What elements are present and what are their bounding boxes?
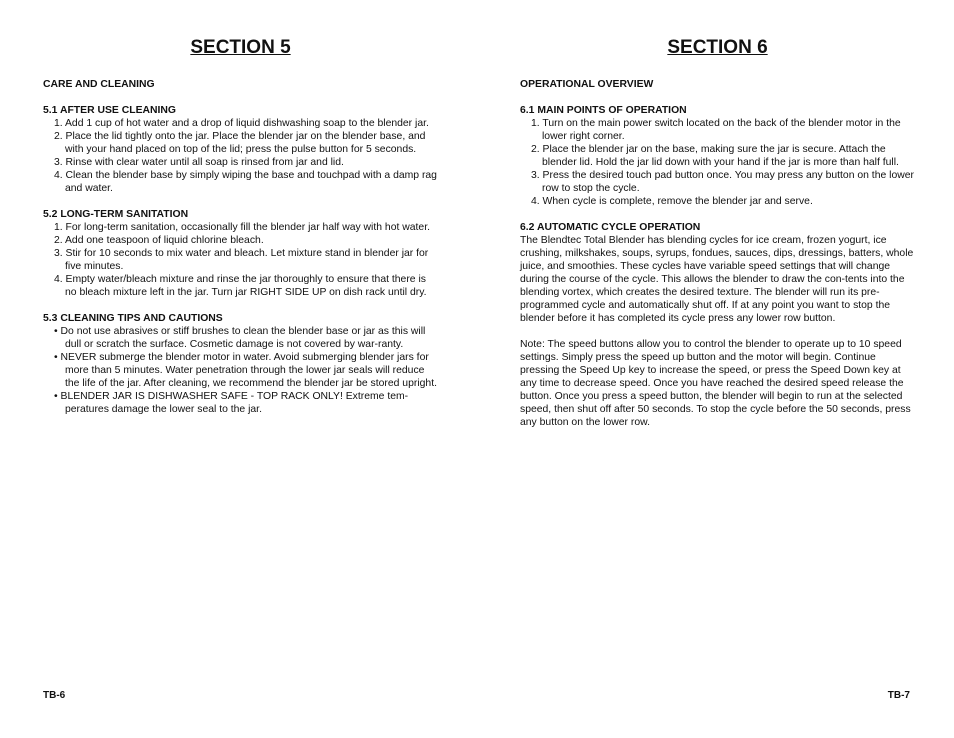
list-item: 4. Empty water/bleach mixture and rinse the jar thoroughly to ensure that there is no bleach mixture left in the jar. Turn jar RIGHT SIDE UP on dish rack until dry.	[54, 274, 427, 298]
list-item: • Do not use abrasives or stiff brushes to clean the blender base or jar as this will dull or scratch the surface. Cosmetic damage is not covered by war-ranty.	[54, 326, 426, 350]
operational-overview-heading: OPERATIONAL OVERVIEW	[520, 79, 654, 90]
page-number-left: TB-6	[43, 690, 66, 701]
list-item: 4. When cycle is complete, remove the blender jar and serve.	[531, 196, 813, 207]
list-item: 4. Clean the blender base by simply wiping the base and touchpad with a damp rag and water.	[54, 170, 437, 194]
long-term-sanitation-heading: 5.2 LONG-TERM SANITATION	[43, 209, 189, 220]
list-item: 2. Add one teaspoon of liquid chlorine bleach.	[54, 235, 264, 246]
after-use-cleaning-heading: 5.1 AFTER USE CLEANING	[43, 105, 176, 116]
list-item: 3. Press the desired touch pad button once. You may press any button on the lower row to stop the cycle.	[531, 170, 914, 194]
list-item: 1. For long-term sanitation, occasionally fill the blender jar half way with hot water.	[54, 222, 430, 233]
list-item: 3. Stir for 10 seconds to mix water and bleach. Let mixture stand in blender jar for five minutes.	[54, 248, 429, 272]
list-item: 2. Place the lid tightly onto the jar. Place the blender jar on the blender base, and with your hand placed on top of the lid; press the pulse button for 5 seconds.	[54, 131, 426, 155]
section-5-title: SECTION 5	[190, 37, 291, 58]
care-and-cleaning-heading: CARE AND CLEANING	[43, 79, 155, 90]
speed-note-paragraph: Note: The speed buttons allow you to control the blender to operate up to 10 speed settings. Simply press the speed up button and the motor will begin. Continue pressing the Speed Up key to increase the speed, or press the Speed Down key at any time to decrease speed. Once you have reached the desired speed release the button. Once you press a speed button, the blender will begin to run at the selected speed, then shut off after 50 seconds. To stop the cycle before the 50 seconds, press any button on the lower row.	[520, 339, 911, 428]
automatic-cycle-paragraph: The Blendtec Total Blender has blending cycles for ice cream, frozen yogurt, ice crushing, milkshakes, soups, syrups, fondues, sauces, dips, dressings, batters, whole juice, and smoothies. These cycles have variable speed settings that will change during the course of the cycle. This allows the blender to draw the con-tents into the blending vortex, which creates the desired texture. The blender will run its pre-programmed cycle and automatically shut off. If at any point you want to stop the blender before it has completed its cycle press any lower row button.	[520, 235, 914, 324]
list-item: 2. Place the blender jar on the base, making sure the jar is secure. Attach the blender lid. Hold the jar lid down with your hand if the jar is more than half full.	[531, 144, 899, 168]
main-points-heading: 6.1 MAIN POINTS OF OPERATION	[520, 105, 687, 116]
right-page	[520, 36, 915, 429]
cleaning-tips-heading: 5.3 CLEANING TIPS AND CAUTIONS	[43, 313, 223, 324]
list-item: 1. Turn on the main power switch located on the back of the blender motor in the lower right corner.	[531, 118, 901, 142]
list-item: 1. Add 1 cup of hot water and a drop of liquid dishwashing soap to the blender jar.	[54, 118, 429, 129]
left-page	[43, 36, 438, 416]
automatic-cycle-heading: 6.2 AUTOMATIC CYCLE OPERATION	[520, 222, 701, 233]
list-item: • BLENDER JAR IS DISHWASHER SAFE - TOP RACK ONLY! Extreme tem-peratures damage the lower seal to the jar.	[54, 391, 409, 415]
list-item: • NEVER submerge the blender motor in water. Avoid submerging blender jars for more than 5 minutes. Water penetration through the lower jar seals will reduce the life of the jar. After cleaning, we recommend the blender jar be stored upright.	[54, 352, 437, 389]
page-number-right: TB-7	[887, 690, 910, 701]
list-item: 3. Rinse with clear water until all soap is rinsed from jar and lid.	[54, 157, 344, 168]
section-6-title: SECTION 6	[667, 37, 768, 58]
